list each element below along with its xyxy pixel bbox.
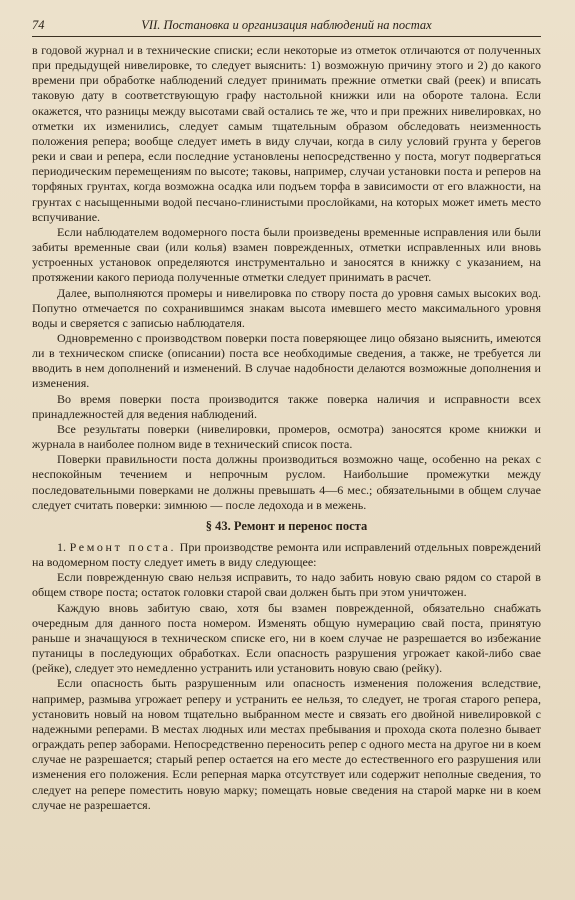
item-lead: При производстве ремонта или исправлений отдельных повреждений на водомерном посту следует иметь в виду следующее:	[32, 540, 542, 570]
paragraph: Поверки правильности поста должны производиться возможно чаще, особенно на реках с неспокойным течением и непрочным руслом. Наибольшие промежутки между последовательными поверками не должны превышать 4—6 мес.; обязательными в общем случае следует считать поверки: зимнюю — после ледохода и в межень.	[32, 452, 541, 512]
chapter-title: VII. Постановка и организация наблюдений на постах	[141, 18, 432, 32]
item-number: 1.	[57, 540, 67, 554]
paragraph: Все результаты поверки (нивелировки, промеров, осмотра) заносятся кроме книжки и журнала в наиболее полном виде в технический список поста.	[32, 421, 541, 452]
item-title: Ремонт поста.	[69, 540, 177, 554]
running-head	[32, 18, 541, 37]
paragraph: Каждую вновь забитую сваю, хотя бы взамен поврежденной, обязательно снабжать очередным для данного поста номером. Изменять общую нумерацию свай поста, принятую раньше и значащуюся в техническом списке его, ни в коем случае не разрешается во избежание путаницы в последующих обработках. Если опасность разрушения угрожает какой-либо свае (рейке), следует это немедленно устранить или установить новую сваю (рейку).	[32, 600, 541, 676]
body-text	[32, 43, 541, 813]
paragraph: Если наблюдателем водомерного поста были произведены временные исправления или были забиты временные сваи (или колья) взамен поврежденных, отметки исправленных или вновь устроенных установок определяются инструментально и заносятся в книжку с указанием, на протяжении какого периода полученные отметки следует принимать в расчет.	[32, 224, 541, 285]
page-number: 74	[32, 18, 45, 32]
paragraph: Во время поверки поста производится также поверка наличия и исправности всех принадлежностей для ведения наблюдений.	[32, 391, 541, 421]
section-item-paragraph	[32, 540, 541, 570]
paragraph: в годовой журнал и в технические списки; если некоторые из отметок отличаются от полученных при предыдущей нивелировке, то следует выяснить: 1) возможную причину этого и 2) до какого времени при обработке наблюдений следует принимать прежние отметки свай (реек) и вписать таковую дату в соответствующую графу настольной книжки или на обороте талона. Если окажется, что разницы между высотами свай остались те же, что и при прежних нивелировках, но отметки их изменились, следует самым тщательным образом обследовать неизменность положения репера; вообще следует иметь в виду случаи, когда в силу условий грунта у берегов реки и сваи и репера, если последние установлены непосредственно у поста, могут подвергаться периодическим перемещениям по высоте; таковы, например, случаи установки поста и реперов на торфяных грунтах, когда возможна осадка или подъем торфа в зависимости от его влажности, на грунтах с насыщенными водой песчано-глинистыми прослойками, на которых может иметь место вспучивание.	[32, 43, 541, 224]
section-heading: § 43. Ремонт и перенос поста	[205, 518, 368, 533]
paragraph: Если опасность быть разрушенным или опасность изменения положения вследствие, например, размыва угрожает реперу и устранить ее нельзя, то следует, не трогая старого репера, установить новый на новом тщательно выбранном месте и связать его двойной нивелировкой с надежными реперами. В местах людных или местах пребывания и прохода скота полезно бывает ограждать репер заборами. Непосредственно переносить репер с одного места на другое ни в коем случае не разрешается; старый репер остается на его месте до естественного его разрушения или изменения его положения. Если реперная марка отсутствует или содержит неполные сведения, то следует на репере поместить новую марку; помещать новые сведения на старой марке ни в коем случае не разрешается.	[32, 676, 541, 812]
paragraph: Одновременно с производством поверки поста поверяющее лицо обязано выяснить, имеются ли в техническом списке (описании) поста все необходимые сведения, а также, не требуется ли вводить в нем дополнений и изменений. В случае надобности делаются возможные дополнения и изменения.	[32, 330, 541, 391]
paragraph: Далее, выполняются промеры и нивелировка по створу поста до уровня самых высоких вод. Попутно отмечается по сохранившимся знакам высота имевшего место максимального уровня воды и сверяется с записью наблюдателя.	[32, 285, 541, 330]
paragraph: Если поврежденную сваю нельзя исправить, то надо забить новую сваю рядом со старой в общем створе поста; остаток головки старой сваи должен быть при этом уничтожен.	[32, 570, 541, 600]
